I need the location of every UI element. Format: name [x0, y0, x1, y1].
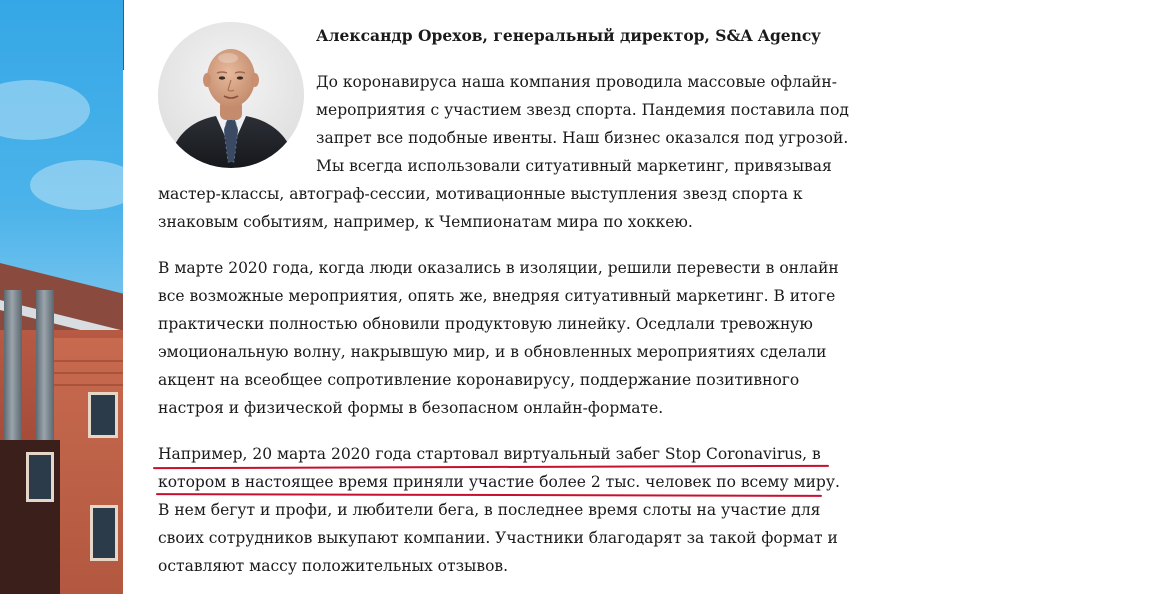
- paragraph-line: Мы всегда использовали ситуативный маркетинг, привязывая: [316, 157, 832, 175]
- paragraph-line: настроя и физической формы в безопасном онлайн-формате.: [158, 399, 664, 417]
- author-photo-icon: [158, 22, 304, 168]
- paragraph-line: все возможные мероприятия, опять же, внедряя ситуативный маркетинг. В итоге: [158, 287, 836, 305]
- paragraph-1-full: [158, 180, 803, 236]
- paragraph-line: мероприятия с участием звезд спорта. Пандемия поставила под: [316, 101, 849, 119]
- paragraph-line: эмоциональную волну, накрывшую мир, и в обновленных мероприятиях сделали: [158, 343, 827, 361]
- brick-line: [52, 384, 123, 386]
- paragraph-line: мастер-классы, автограф-сессии, мотивационные выступления звезд спорта к: [158, 185, 803, 203]
- author-avatar: [158, 22, 304, 168]
- divider: [123, 0, 124, 70]
- paragraph-line: оставляют массу положительных отзывов.: [158, 557, 509, 575]
- building-window: [90, 505, 118, 561]
- paragraph-line: До коронавируса наша компания проводила массовые офлайн-: [316, 73, 837, 91]
- paragraph-line: В нем бегут и профи, и любители бега, в последнее время слоты на участие для: [158, 501, 821, 519]
- paragraph-1-wrap: [316, 68, 849, 180]
- paragraph-line: запрет все подобные ивенты. Наш бизнес оказался под угрозой.: [316, 129, 849, 147]
- paragraph-2: [158, 254, 839, 422]
- building-window: [88, 392, 118, 438]
- brick-line: [52, 372, 123, 374]
- brick-line: [52, 360, 123, 362]
- paragraph-line-highlighted: Например, 20 марта 2020 года стартовал виртуальный забег Stop Coronavirus, в: [158, 445, 821, 463]
- paragraph-line: своих сотрудников выкупают компании. Участники благодарят за такой формат и: [158, 529, 838, 547]
- paragraph-line-highlighted: котором в настоящее время приняли участие более 2 тыс. человек по всему миру.: [158, 473, 840, 491]
- paragraph-line: В марте 2020 года, когда люди оказались в изоляции, решили перевести в онлайн: [158, 259, 839, 277]
- cloud-shape: [30, 160, 123, 210]
- paragraph-line: практически полностью обновили продуктовую линейку. Оседлали тревожную: [158, 315, 813, 333]
- building-window: [26, 452, 54, 502]
- paragraph-line: знаковым событиям, например, к Чемпионатам мира по хоккею.: [158, 213, 693, 231]
- cloud-shape: [0, 80, 90, 140]
- paragraph-line: акцент на всеобщее сопротивление коронавирусу, поддержание позитивного: [158, 371, 800, 389]
- building-column: [4, 290, 22, 440]
- paragraph-3: [158, 440, 840, 580]
- background-photo: [0, 0, 123, 594]
- author-heading: Александр Орехов, генеральный директор, S&A Agency: [316, 26, 821, 45]
- building-column: [36, 290, 54, 440]
